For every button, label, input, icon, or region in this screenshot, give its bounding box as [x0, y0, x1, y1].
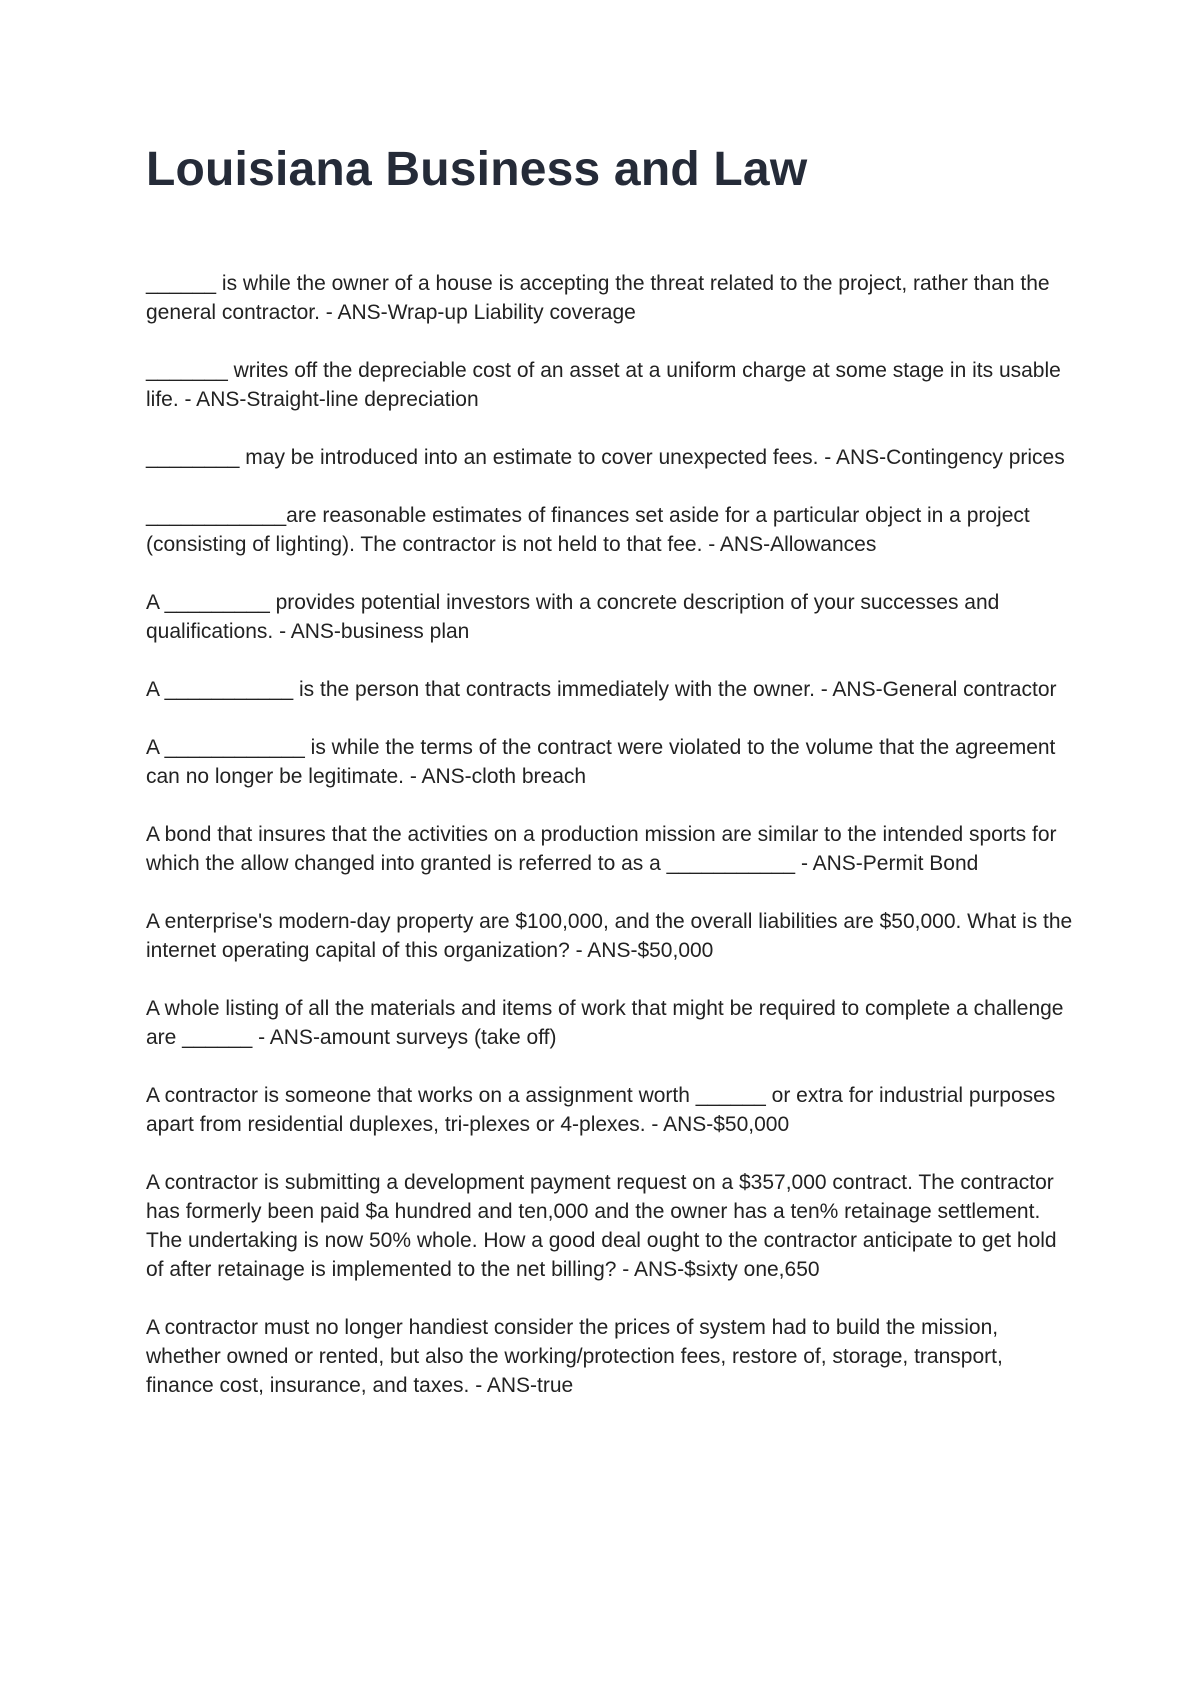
- qa-item: A ____________ is while the terms of the contract were violated to the volume that the agreement can no longer be legitimate. - ANS-cloth breach: [146, 736, 1056, 788]
- page-title: Louisiana Business and Law: [146, 143, 808, 196]
- qa-item: A enterprise's modern-day property are $100,000, and the overall liabilities are $50,000. What is the internet operating capital of this organization? - ANS-$50,000: [146, 910, 1073, 962]
- qa-item: _______ writes off the depreciable cost of an asset at a uniform charge at some stage in its usable life. - ANS-Straight-line depreciation: [146, 359, 1061, 411]
- qa-item: ________ may be introduced into an estimate to cover unexpected fees. - ANS-Contingency prices: [146, 446, 1065, 469]
- qa-item: A _________ provides potential investors with a concrete description of your successes and qualifications. - ANS-business plan: [146, 591, 1000, 643]
- qa-item: A contractor is someone that works on a assignment worth ______ or extra for industrial purposes apart from residential duplexes, tri-plexes or 4-plexes. - ANS-$50,000: [146, 1084, 1056, 1136]
- qa-item: A contractor is submitting a development payment request on a $357,000 contract. The contractor has formerly been paid $a hundred and ten,000 and the owner has a ten% retainage settlement. The undertaking is now 50% whole. How a good deal ought to the contractor anticipate to get hold of after retainage is implemented to the net billing? - ANS-$sixty one,650: [146, 1171, 1057, 1281]
- qa-item: ____________are reasonable estimates of finances set aside for a particular object in a project (consisting of lighting). The contractor is not held to that fee. - ANS-Allowances: [146, 504, 1030, 556]
- question-answer-list: [146, 269, 1076, 1429]
- qa-item: ______ is while the owner of a house is accepting the threat related to the project, rather than the general contractor. - ANS-Wrap-up Liability coverage: [146, 272, 1050, 324]
- qa-item: A bond that insures that the activities on a production mission are similar to the intended sports for which the allow changed into granted is referred to as a ___________ - ANS-Permit Bond: [146, 823, 1057, 875]
- qa-item: A contractor must no longer handiest consider the prices of system had to build the mission, whether owned or rented, but also the working/protection fees, restore of, storage, transport, finance cost, insurance, and taxes. - ANS-true: [146, 1316, 1003, 1397]
- qa-item: A whole listing of all the materials and items of work that might be required to complete a challenge are ______ - ANS-amount surveys (take off): [146, 997, 1064, 1049]
- qa-item: A ___________ is the person that contracts immediately with the owner. - ANS-General contractor: [146, 678, 1057, 701]
